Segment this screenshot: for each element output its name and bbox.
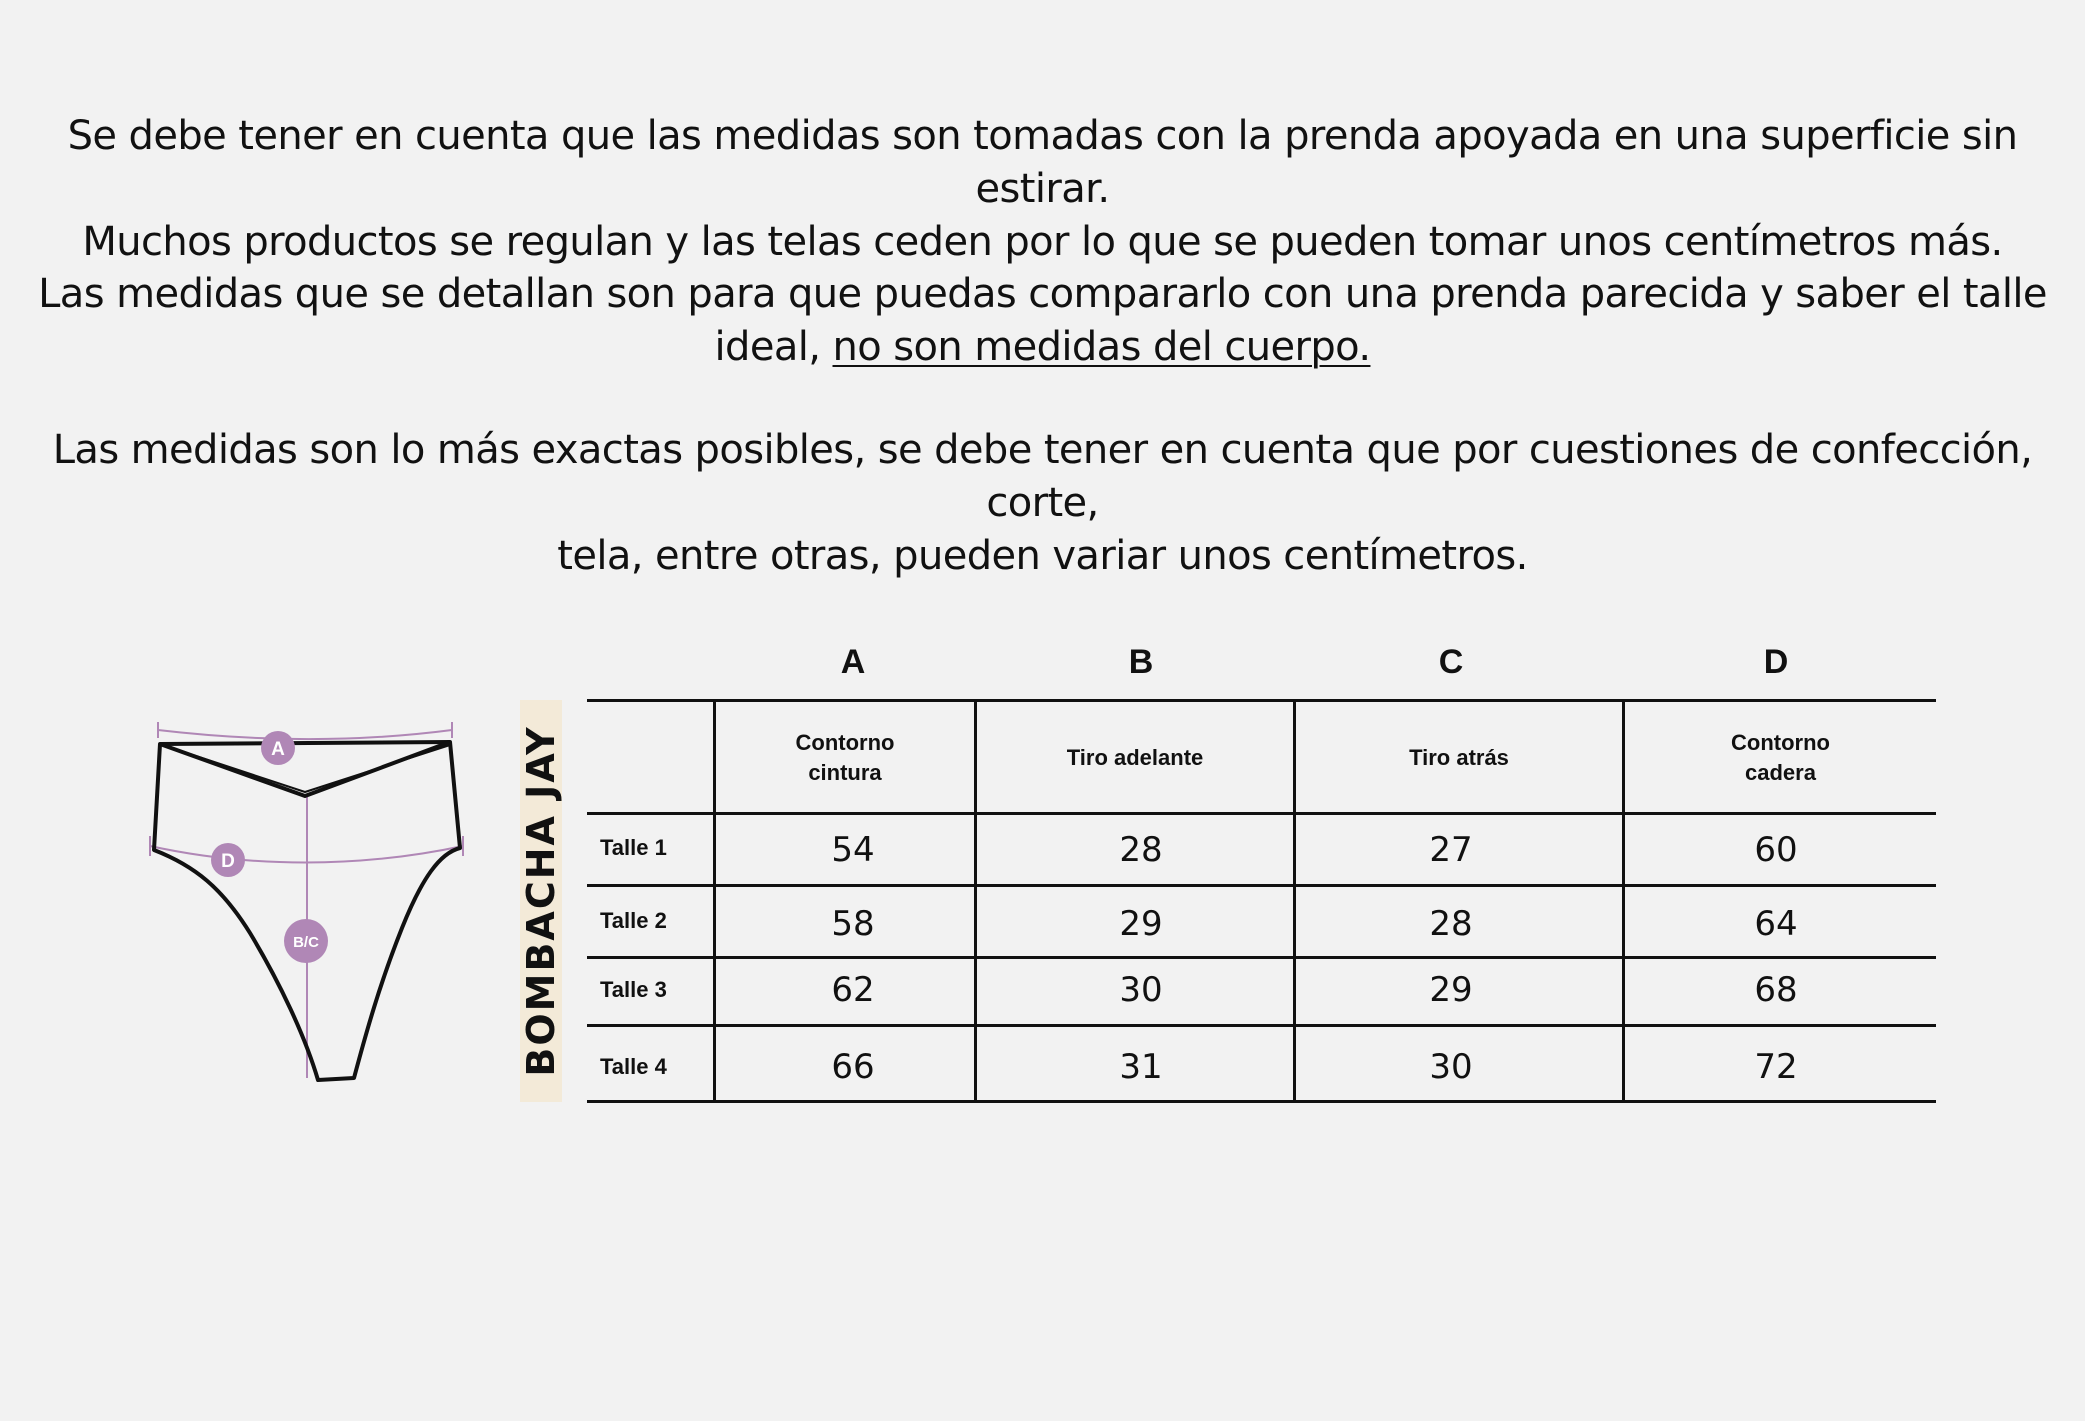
garment-waistband-inner: [160, 744, 450, 792]
value-cell: 28: [1119, 830, 1163, 870]
value-cell: 62: [831, 970, 875, 1010]
row-label-talle-1: Talle 1: [600, 835, 667, 860]
paragraph-measurement-note: [0, 110, 2085, 269]
waist-guide-line: [158, 730, 452, 739]
label-a-text: A: [271, 739, 285, 760]
value-cell: 27: [1429, 830, 1473, 870]
value-cell: 66: [831, 1047, 875, 1087]
paragraph-line: [0, 321, 2085, 374]
label-a: [261, 731, 295, 765]
row-label-talle-4: Talle 4: [600, 1054, 667, 1079]
value-cell: 29: [1119, 904, 1163, 944]
value-cell: 31: [1119, 1047, 1163, 1087]
value-cell: 54: [831, 830, 875, 870]
paragraph-line: Las medidas son lo más exactas posibles, se debe tener en cuenta que por cuestiones de confección, corte,: [52, 427, 2033, 526]
product-name: BOMBACHA JAY: [519, 725, 563, 1077]
label-d-text: D: [221, 851, 235, 872]
table-rule: [587, 699, 1936, 702]
label-d: [211, 843, 245, 877]
header-tiro-adelante: Tiro adelante: [1066, 745, 1204, 770]
value-cell: 58: [831, 904, 875, 944]
value-cell: 68: [1754, 970, 1798, 1010]
column-letter-b: B: [1128, 643, 1154, 681]
paragraph-line: Las medidas que se detallan son para que puedas compararlo con una prenda parecida y saber el talle: [38, 271, 2047, 317]
value-cell: 64: [1754, 904, 1798, 944]
value-cell: 60: [1754, 830, 1798, 870]
value-cell: 29: [1429, 970, 1473, 1010]
column-letter-a: A: [840, 643, 866, 681]
garment-diagram: [140, 718, 480, 1088]
label-bc-text: B/C: [293, 934, 319, 951]
row-label-talle-2: Talle 2: [600, 908, 667, 933]
value-cell: 30: [1429, 1047, 1473, 1087]
table-rule: [587, 956, 1936, 959]
table-rule: [587, 1024, 1936, 1027]
paragraph-variance-note: [0, 424, 2085, 583]
paragraph-line: tela, entre otras, pueden variar unos centímetros.: [557, 533, 1528, 579]
value-cell: 30: [1119, 970, 1163, 1010]
value-cell: 72: [1754, 1047, 1798, 1087]
table-rule: [587, 1100, 1936, 1103]
row-label-talle-3: Talle 3: [600, 977, 667, 1002]
header-contorno-cintura: Contorno cintura: [795, 730, 895, 785]
label-bc: [284, 919, 328, 963]
header-contorno-cadera: Contorno cadera: [1731, 730, 1830, 785]
value-cell: 28: [1429, 904, 1473, 944]
paragraph-text: ideal,: [714, 324, 833, 370]
paragraph-line: Muchos productos se regulan y las telas ceden por lo que se pueden tomar unos centímetros más.: [82, 219, 2003, 265]
garment-waistband-front: [160, 742, 450, 796]
paragraph-comparison-note: [0, 268, 2085, 374]
paragraph-line: Se debe tener en cuenta que las medidas son tomadas con la prenda apoyada en una superficie sin estirar.: [67, 113, 2018, 212]
underlined-emphasis: no son medidas del cuerpo.: [832, 324, 1371, 370]
table-rule: [587, 884, 1936, 887]
column-letter-c: C: [1438, 643, 1464, 681]
header-tiro-atras: Tiro atrás: [1409, 745, 1509, 770]
column-letter-d: D: [1763, 643, 1789, 681]
